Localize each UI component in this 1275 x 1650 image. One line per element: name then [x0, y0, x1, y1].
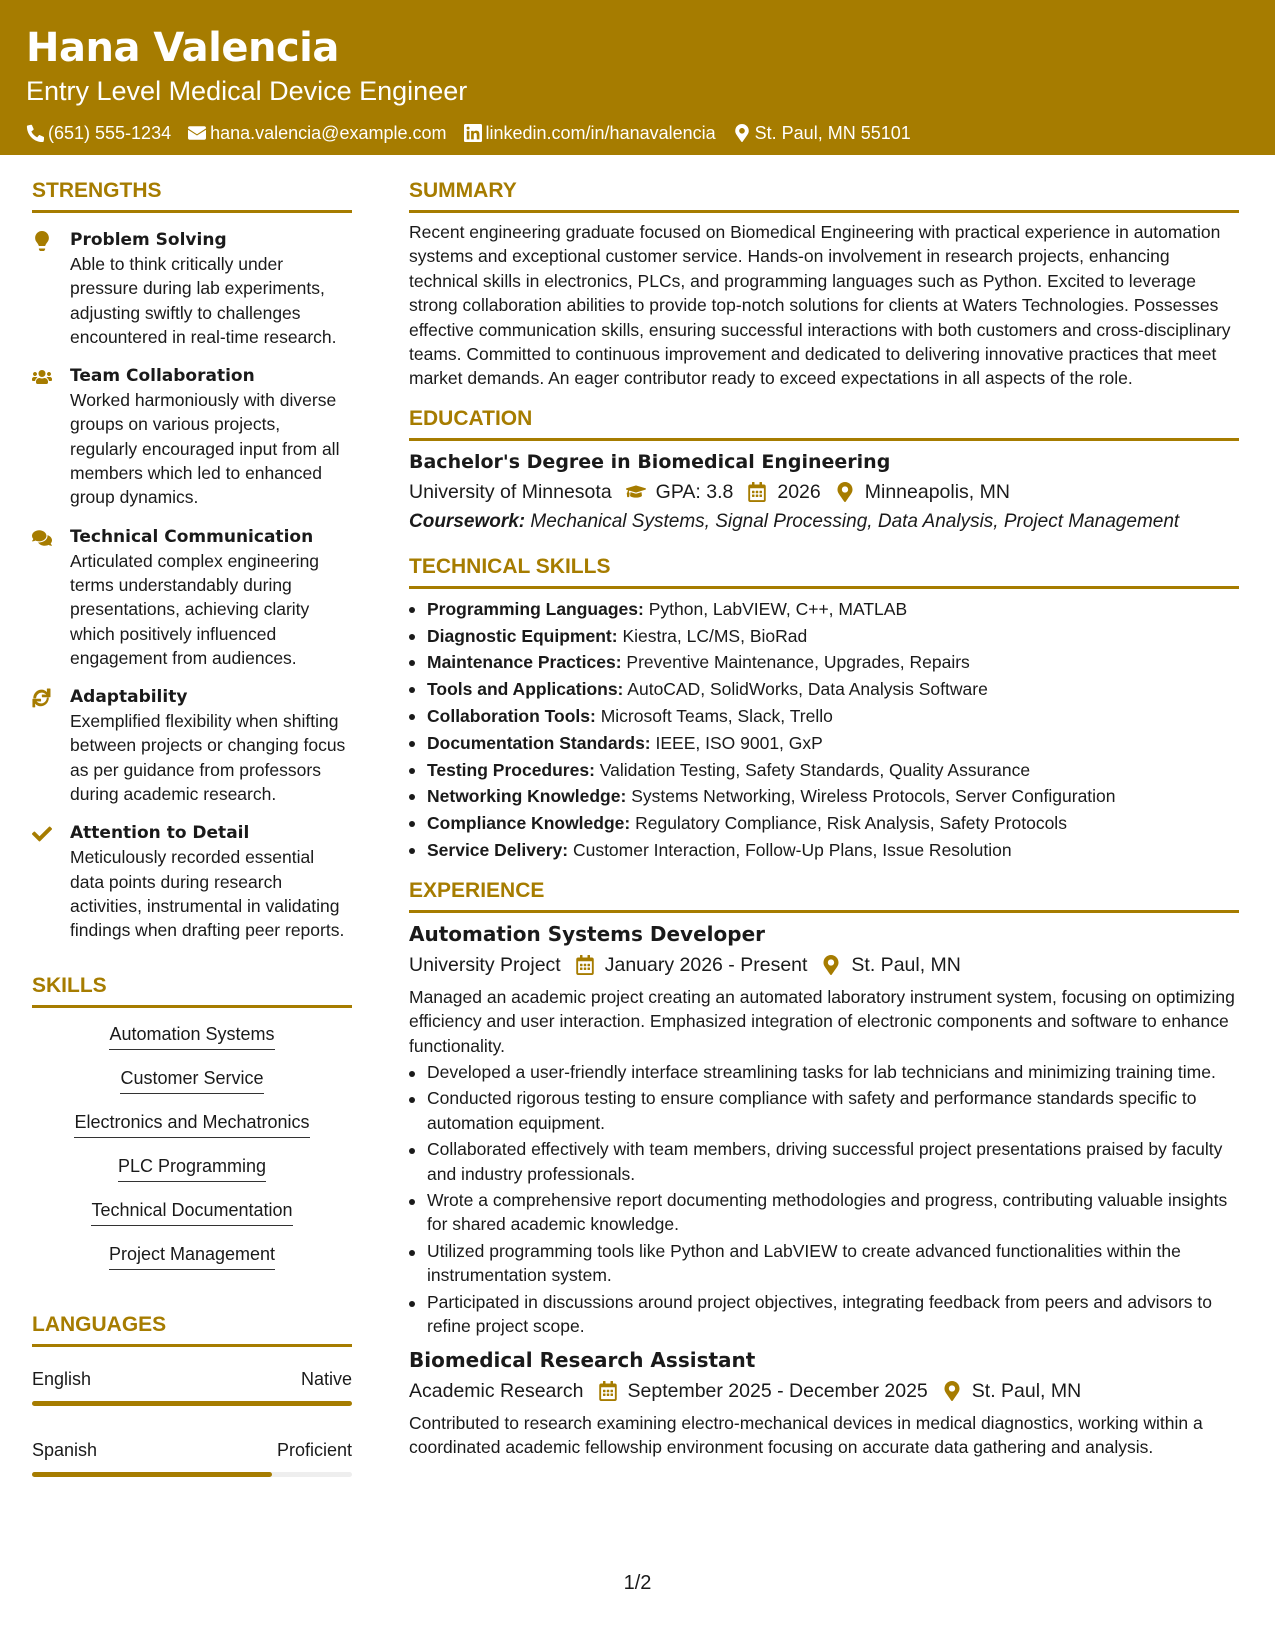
list-item: Wrote a comprehensive report documenting methodologies and progress, contributing valuable insights for shared academic knowledge.	[409, 1188, 1239, 1237]
strength-name: Problem Solving	[70, 230, 227, 250]
job-meta	[409, 951, 1239, 979]
language-level: Native	[300, 1368, 352, 1389]
list-item	[409, 596, 1239, 623]
strength-item	[32, 525, 352, 670]
lightbulb-icon	[32, 231, 52, 251]
coursework-label: Coursework:	[409, 510, 526, 532]
skill-tag: Customer Service	[120, 1066, 263, 1094]
skill-tag: Electronics and Mechatronics	[74, 1110, 309, 1138]
job-description: Managed an academic project creating an automated laboratory instrument system, focusing on optimizing efficiency and user interaction. Emphasized integration of electronic components and software to enhance functionality.	[409, 986, 1235, 1056]
phone-text: (651) 555-1234	[48, 123, 172, 143]
tech-skill-label: Documentation Standards:	[427, 732, 651, 753]
graduation-cap-icon	[626, 482, 646, 502]
year-text: 2026	[777, 480, 821, 503]
job-entry	[409, 920, 1239, 1339]
tech-skill-value: Regulatory Compliance, Risk Analysis, Safety Protocols	[635, 813, 1067, 834]
strength-item	[32, 821, 352, 942]
contact-location	[733, 121, 911, 145]
tech-skill-label: Collaboration Tools:	[427, 706, 596, 727]
tech-skill-label: Tools and Applications:	[427, 679, 624, 700]
right-column	[409, 176, 1239, 1459]
skill-tag: Technical Documentation	[91, 1198, 292, 1226]
list-item	[409, 810, 1239, 837]
page-number: 1/2	[623, 1572, 652, 1594]
tech-skill-label: Maintenance Practices:	[427, 652, 622, 673]
linkedin-icon	[464, 124, 482, 142]
left-column	[32, 176, 352, 1477]
gpa-text: GPA: 3.8	[655, 480, 734, 503]
degree-title: Bachelor's Degree in Biomedical Engineering	[409, 450, 891, 473]
calendar-icon	[575, 955, 595, 975]
skill-tag: PLC Programming	[118, 1154, 266, 1182]
tech-skill-value: IEEE, ISO 9001, GxP	[655, 732, 823, 753]
list-item	[409, 676, 1239, 703]
strength-desc: Worked harmoniously with diverse groups on various projects, regularly encouraged input from all members which led to enhanced group dynamics.	[70, 390, 340, 508]
education-location: Minneapolis, MN	[864, 480, 1010, 503]
list-item	[409, 757, 1239, 784]
strength-desc: Exemplified flexibility when shifting between projects or changing focus as per guidance from professors during academic research.	[70, 711, 346, 805]
contact-bar	[26, 121, 1249, 145]
calendar-icon	[598, 1381, 618, 1401]
strength-desc: Meticulously recorded essential data points during research activities, instrumental in validating findings when drafting peer reports.	[70, 847, 345, 941]
strength-name: Attention to Detail	[70, 823, 250, 844]
skills-heading: SKILLS	[32, 971, 352, 1008]
list-item: Participated in discussions around project objectives, integrating feedback from peers and advisors to refine project scope.	[409, 1290, 1239, 1339]
language-name: Spanish	[32, 1439, 98, 1460]
job-dates: January 2026 - Present	[604, 953, 808, 976]
list-item: Collaborated effectively with team members, driving successful project presentations praised by faculty and industry professionals.	[409, 1137, 1239, 1186]
language-level-bar	[32, 1401, 352, 1406]
map-marker-icon	[733, 124, 751, 142]
language-level-fill	[32, 1472, 272, 1477]
strengths-heading: STRENGTHS	[32, 176, 352, 213]
strength-name: Adaptability	[70, 687, 188, 708]
strength-item	[32, 228, 352, 349]
list-item: Conducted rigorous testing to ensure compliance with safety and performance standards specific to automation equipment.	[409, 1086, 1239, 1135]
job-title: Biomedical Research Assistant	[409, 1347, 756, 1372]
linkedin-text[interactable]: linkedin.com/in/hanavalencia	[485, 123, 716, 143]
tech-skill-label: Programming Languages:	[427, 598, 644, 619]
tech-skill-label: Service Delivery:	[427, 840, 569, 861]
envelope-icon	[188, 124, 206, 142]
language-item	[32, 1438, 352, 1477]
contact-phone	[26, 121, 171, 145]
coursework	[409, 508, 1239, 536]
language-level-bar	[32, 1472, 352, 1477]
candidate-name: Hana Valencia	[26, 25, 339, 71]
strength-item	[32, 364, 352, 509]
strength-name: Team Collaboration	[70, 366, 255, 387]
job-dates: September 2025 - December 2025	[627, 1379, 928, 1402]
tech-skill-label: Compliance Knowledge:	[427, 813, 631, 834]
job-org: Academic Research	[409, 1379, 584, 1402]
contact-linkedin[interactable]	[464, 121, 716, 145]
job-entry	[409, 1346, 1239, 1460]
tech-skill-value: Customer Interaction, Follow-Up Plans, Issue Resolution	[572, 840, 1012, 861]
email-text[interactable]: hana.valencia@example.com	[210, 123, 447, 143]
location-text: St. Paul, MN 55101	[754, 123, 911, 143]
tech-skill-value: Python, LabVIEW, C++, MATLAB	[648, 598, 908, 619]
resume-header	[0, 0, 1275, 155]
comments-icon	[32, 528, 52, 548]
tech-skill-value: Validation Testing, Safety Standards, Quality Assurance	[599, 759, 1031, 780]
school-name: University of Minnesota	[409, 480, 612, 503]
experience-heading: EXPERIENCE	[409, 876, 1239, 913]
calendar-icon	[747, 482, 767, 502]
contact-email[interactable]	[188, 121, 446, 145]
map-marker-icon	[821, 955, 841, 975]
tech-skill-label: Diagnostic Equipment:	[427, 625, 618, 646]
list-item: Developed a user-friendly interface streamlining tasks for lab technicians and minimizing training time.	[409, 1060, 1239, 1084]
skill-tag: Project Management	[109, 1242, 275, 1270]
tech-skill-label: Networking Knowledge:	[427, 786, 627, 807]
sync-icon	[32, 688, 52, 708]
summary-text: Recent engineering graduate focused on Biomedical Engineering with practical experience in automation systems and exceptional customer service. Hands-on involvement in research projects, enhancing technical skills in electronics, PLCs, and programming languages such as Python. Excited to leverage strong collaboration abilities to provide top-notch solutions for clients at Waters Technologies. Possesses effective communication skills, ensuring successful interactions with both customers and cross-disciplinary teams. Committed to continuous improvement and dedicated to delivering innovative practices that meet market demands. An eager contributor ready to exceed expectations in all aspects of the role.	[409, 222, 1231, 389]
technical-skills-list	[409, 596, 1239, 864]
list-item	[409, 730, 1239, 757]
job-location: St. Paul, MN	[971, 1379, 1082, 1402]
language-level: Proficient	[276, 1439, 352, 1460]
job-title: Automation Systems Developer	[409, 921, 765, 946]
skills-list	[32, 1022, 352, 1286]
strength-item	[32, 685, 352, 806]
languages-heading: LANGUAGES	[32, 1310, 352, 1347]
list-item	[409, 649, 1239, 676]
map-marker-icon	[835, 482, 855, 502]
tech-skill-value: Kiestra, LC/MS, BioRad	[622, 625, 808, 646]
tech-skill-label: Testing Procedures:	[427, 759, 595, 780]
job-location: St. Paul, MN	[851, 953, 961, 976]
map-marker-icon	[942, 1381, 962, 1401]
list-item	[409, 783, 1239, 810]
language-level-fill	[32, 1401, 352, 1406]
check-icon	[32, 824, 52, 844]
tech-skill-value: AutoCAD, SolidWorks, Data Analysis Software	[627, 679, 988, 700]
language-item	[32, 1367, 352, 1406]
technical-skills-heading: TECHNICAL SKILLS	[409, 552, 1239, 589]
users-icon	[32, 367, 52, 387]
job-bullets	[409, 1060, 1239, 1338]
coursework-list: Mechanical Systems, Signal Processing, Data Analysis, Project Management	[530, 510, 1180, 532]
education-meta	[409, 478, 1239, 506]
list-item: Utilized programming tools like Python and LabVIEW to create advanced functionalities within the instrumentation system.	[409, 1239, 1239, 1288]
job-description: Contributed to research examining electro-mechanical devices in medical diagnostics, working within a coordinated academic fellowship environment focusing on accurate data gathering and analysis.	[409, 1412, 1203, 1457]
summary-heading: SUMMARY	[409, 176, 1239, 213]
candidate-title: Entry Level Medical Device Engineer	[26, 76, 468, 106]
language-name: English	[32, 1368, 92, 1389]
strength-desc: Articulated complex engineering terms understandably during presentations, achieving clarity which positively influenced engagement from audiences.	[70, 550, 320, 668]
list-item	[409, 623, 1239, 650]
tech-skill-value: Microsoft Teams, Slack, Trello	[600, 706, 833, 727]
tech-skill-value: Systems Networking, Wireless Protocols, Server Configuration	[631, 786, 1116, 807]
job-org: University Project	[409, 953, 561, 976]
strength-name: Technical Communication	[70, 526, 314, 547]
tech-skill-value: Preventive Maintenance, Upgrades, Repairs	[626, 652, 970, 673]
job-meta	[409, 1377, 1239, 1405]
list-item	[409, 703, 1239, 730]
strength-desc: Able to think critically under pressure during lab experiments, adjusting swiftly to challenges encountered in real-time research.	[70, 254, 337, 347]
list-item	[409, 837, 1239, 864]
skill-tag: Automation Systems	[109, 1022, 274, 1050]
education-heading: EDUCATION	[409, 404, 1239, 441]
phone-icon	[26, 124, 44, 142]
